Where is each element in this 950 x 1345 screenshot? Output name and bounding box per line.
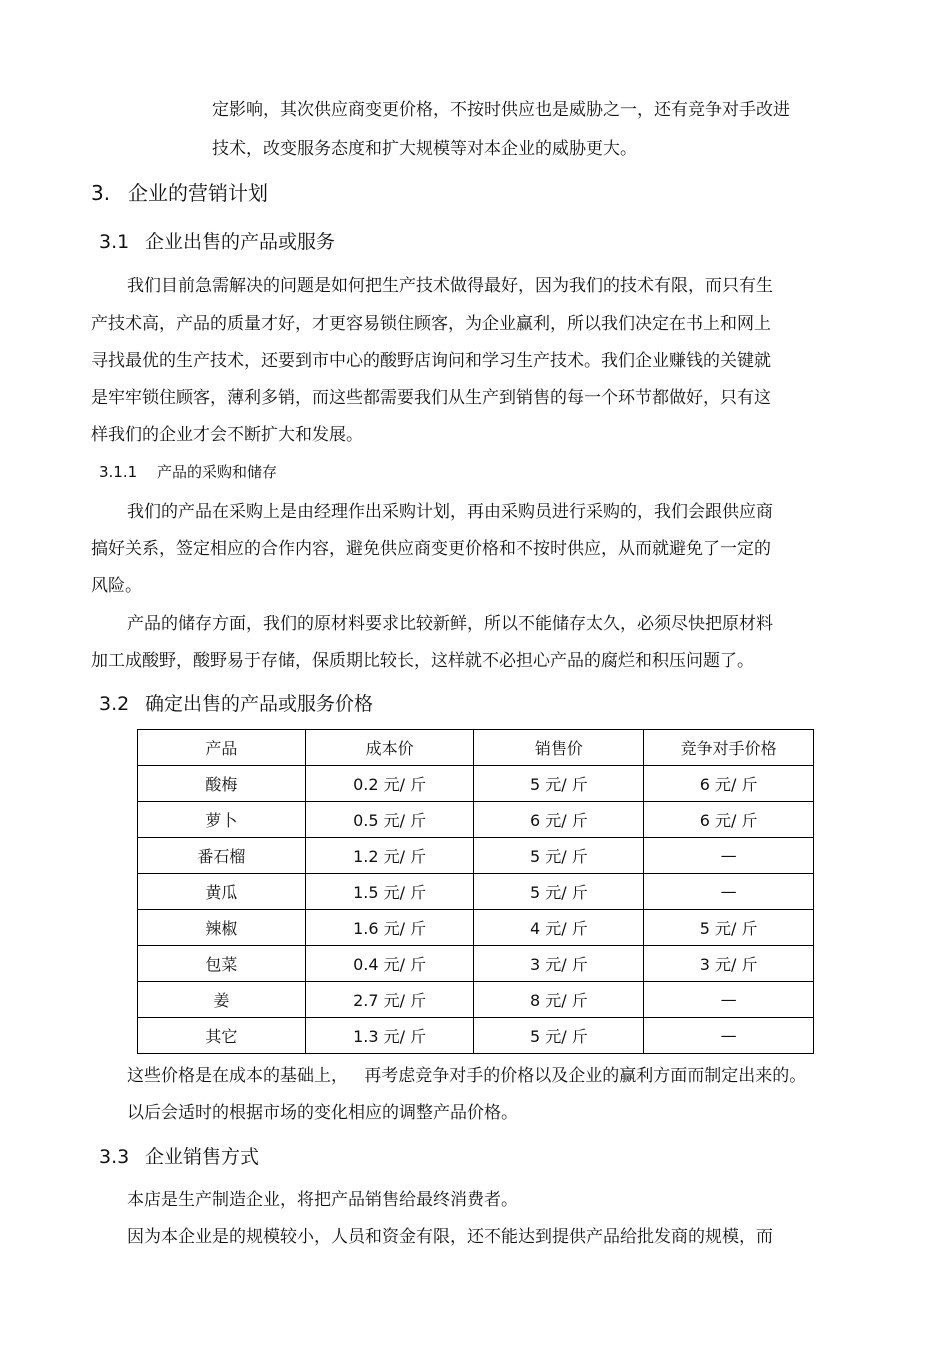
cell-sale: 5 元/ 斤 [474, 766, 644, 802]
cell-sale: 3 元/ 斤 [474, 946, 644, 982]
s311-p1-line-2: 搞好关系，签定相应的合作内容，避免供应商变更价格和不按时供应，从而就避免了一定的 [91, 539, 771, 559]
section-31-title: 企业出售的产品或服务 [145, 231, 336, 253]
cell-cost: 1.2 元/ 斤 [305, 838, 474, 874]
intro-line-1: 定影响，其次供应商变更价格，不按时供应也是威胁之一，还有竞争对手改进 [212, 100, 790, 120]
section-32-number: 3.2 [99, 693, 130, 715]
cell-competitor: 6 元/ 斤 [644, 802, 814, 838]
intro-line-2: 技术，改变服务态度和扩大规模等对本企业的威胁更大。 [212, 139, 637, 159]
cell-cost: 1.5 元/ 斤 [305, 874, 474, 910]
s311-p2-line-2: 加工成酸野，酸野易于存储，保质期比较长，这样就不必担心产品的腐烂和积压问题了。 [91, 651, 754, 671]
section-32-heading [99, 692, 373, 716]
cell-sale: 5 元/ 斤 [474, 1018, 644, 1054]
cell-product: 辣椒 [138, 910, 306, 946]
cell-competitor: 3 元/ 斤 [644, 946, 814, 982]
cell-product: 萝卜 [138, 802, 306, 838]
s311-p2-line-1: 产品的储存方面，我们的原材料要求比较新鲜，所以不能储存太久，必须尽快把原材料 [127, 614, 773, 634]
section-33-heading [99, 1145, 259, 1169]
s31-line-4: 是牢牢锁住顾客，薄利多销，而这些都需要我们从生产到销售的每一个环节都做好，只有这 [91, 388, 771, 408]
section-3-heading [91, 180, 268, 206]
s33-line-1: 本店是生产制造企业，将把产品销售给最终消费者。 [127, 1190, 518, 1210]
header-competitor: 竞争对手价格 [644, 730, 814, 766]
s32-after-line-1: 这些价格是在成本的基础上， 再考虑竞争对手的价格以及企业的赢利方面而制定出来的。 [127, 1066, 807, 1086]
s31-line-1: 我们目前急需解决的问题是如何把生产技术做得最好，因为我们的技术有限，而只有生 [127, 276, 773, 296]
table-row [138, 838, 814, 874]
section-33-title: 企业销售方式 [145, 1146, 260, 1168]
cell-cost: 2.7 元/ 斤 [305, 982, 474, 1018]
cell-cost: 0.2 元/ 斤 [305, 766, 474, 802]
cell-competitor: — [644, 1018, 814, 1054]
section-311-heading [99, 462, 277, 482]
header-product: 产品 [138, 730, 306, 766]
s31-line-5: 样我们的企业才会不断扩大和发展。 [91, 425, 363, 445]
section-31-heading [99, 230, 335, 254]
cell-product: 姜 [138, 982, 306, 1018]
section-31-number: 3.1 [99, 231, 130, 253]
table-row [138, 766, 814, 802]
cell-competitor: — [644, 982, 814, 1018]
table-row [138, 946, 814, 982]
section-32-title: 确定出售的产品或服务价格 [145, 693, 374, 715]
cell-product: 番石榴 [138, 838, 306, 874]
cell-sale: 8 元/ 斤 [474, 982, 644, 1018]
cell-sale: 4 元/ 斤 [474, 910, 644, 946]
cell-competitor: — [644, 874, 814, 910]
section-311-title: 产品的采购和储存 [157, 463, 278, 481]
s31-line-3: 寻找最优的生产技术，还要到市中心的酸野店询问和学习生产技术。我们企业赚钱的关键就 [91, 351, 771, 371]
cell-competitor: 5 元/ 斤 [644, 910, 814, 946]
cell-sale: 5 元/ 斤 [474, 874, 644, 910]
price-table [137, 729, 814, 1054]
section-3-number: 3. [91, 181, 111, 205]
table-row [138, 802, 814, 838]
section-33-number: 3.3 [99, 1146, 130, 1168]
table-row [138, 982, 814, 1018]
table-row [138, 910, 814, 946]
section-3-title: 企业的营销计划 [128, 181, 268, 205]
cell-cost: 1.6 元/ 斤 [305, 910, 474, 946]
cell-product: 包菜 [138, 946, 306, 982]
s32-after-line-2: 以后会适时的根据市场的变化相应的调整产品价格。 [127, 1103, 518, 1123]
s33-line-2: 因为本企业是的规模较小，人员和资金有限，还不能达到提供产品给批发商的规模，而 [127, 1227, 773, 1247]
cell-product: 黄瓜 [138, 874, 306, 910]
s31-line-2: 产技术高，产品的质量才好，才更容易锁住顾客，为企业赢利，所以我们决定在书上和网上 [91, 314, 771, 334]
cell-sale: 6 元/ 斤 [474, 802, 644, 838]
table-header-row [138, 730, 814, 766]
s311-p1-line-3: 风险。 [91, 576, 142, 596]
cell-cost: 0.5 元/ 斤 [305, 802, 474, 838]
cell-product: 酸梅 [138, 766, 306, 802]
section-311-number: 3.1.1 [99, 463, 138, 481]
table-row [138, 874, 814, 910]
s311-p1-line-1: 我们的产品在采购上是由经理作出采购计划，再由采购员进行采购的，我们会跟供应商 [127, 502, 773, 522]
table-row [138, 1018, 814, 1054]
cell-cost: 0.4 元/ 斤 [305, 946, 474, 982]
cell-competitor: 6 元/ 斤 [644, 766, 814, 802]
cell-competitor: — [644, 838, 814, 874]
cell-sale: 5 元/ 斤 [474, 838, 644, 874]
header-sale: 销售价 [474, 730, 644, 766]
header-cost: 成本价 [305, 730, 474, 766]
cell-product: 其它 [138, 1018, 306, 1054]
cell-cost: 1.3 元/ 斤 [305, 1018, 474, 1054]
